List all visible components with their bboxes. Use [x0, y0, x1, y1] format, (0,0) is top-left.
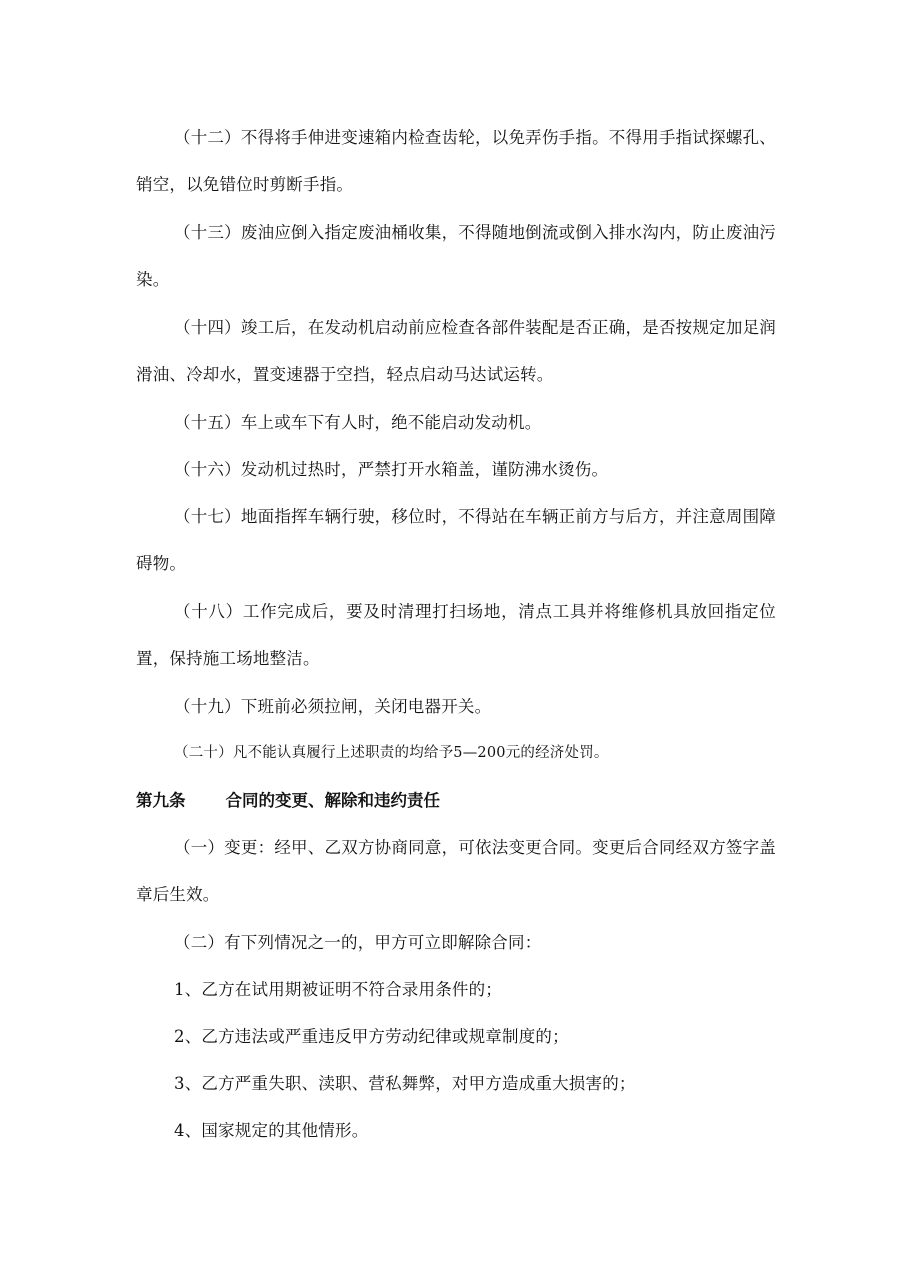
clause-20: （二十）凡不能认真履行上述职责的均给予5—200元的经济处罚。: [174, 745, 609, 761]
contract-termination-intro: （二）有下列情况之一的，甲方可立即解除合同：: [174, 933, 542, 952]
contract-change: （一）变更：经甲、乙双方协商同意，可依法变更合同。变更后合同经双方签字盖章后生效。: [136, 838, 776, 904]
termination-item-2: 2、乙方违法或严重违反甲方劳动纪律或规章制度的；: [174, 1027, 569, 1046]
clause-12: （十二）不得将手伸进变速箱内检查齿轮，以免弄伤手指。不得用手指试探螺孔、销空，以免错位时剪断手指。: [136, 128, 776, 194]
clause-19: （十九）下班前必须拉闸，关闭电器开关。: [174, 697, 492, 716]
clause-17: （十七）地面指挥车辆行驶，移位时，不得站在车辆正前方与后方，并注意周围障碍物。: [136, 507, 776, 573]
clause-16: （十六）发动机过热时，严禁打开水箱盖，谨防沸水烫伤。: [174, 460, 609, 479]
clause-18: （十八）工作完成后，要及时清理打扫场地，清点工具并将维修机具放回指定位置，保持施工场地整洁。: [136, 602, 776, 668]
clause-14: （十四）竣工后，在发动机启动前应检查各部件装配是否正确，是否按规定加足润滑油、冷却水，置变速器于空挡，轻点启动马达试运转。: [136, 318, 776, 384]
clause-15: （十五）车上或车下有人时，绝不能启动发动机。: [174, 413, 542, 432]
termination-item-1: 1、乙方在试用期被证明不符合录用条件的；: [174, 980, 502, 999]
article-title: 合同的变更、解除和违约责任: [225, 791, 440, 810]
article-number: 第九条: [136, 791, 186, 810]
article-heading: [136, 777, 776, 824]
clause-13: （十三）废油应倒入指定废油桶收集，不得随地倒流或倒入排水沟内，防止废油污染。: [136, 223, 776, 289]
termination-item-4: 4、国家规定的其他情形。: [174, 1121, 369, 1140]
termination-item-3: 3、乙方严重失职、渎职、营私舞弊，对甲方造成重大损害的；: [174, 1074, 636, 1093]
